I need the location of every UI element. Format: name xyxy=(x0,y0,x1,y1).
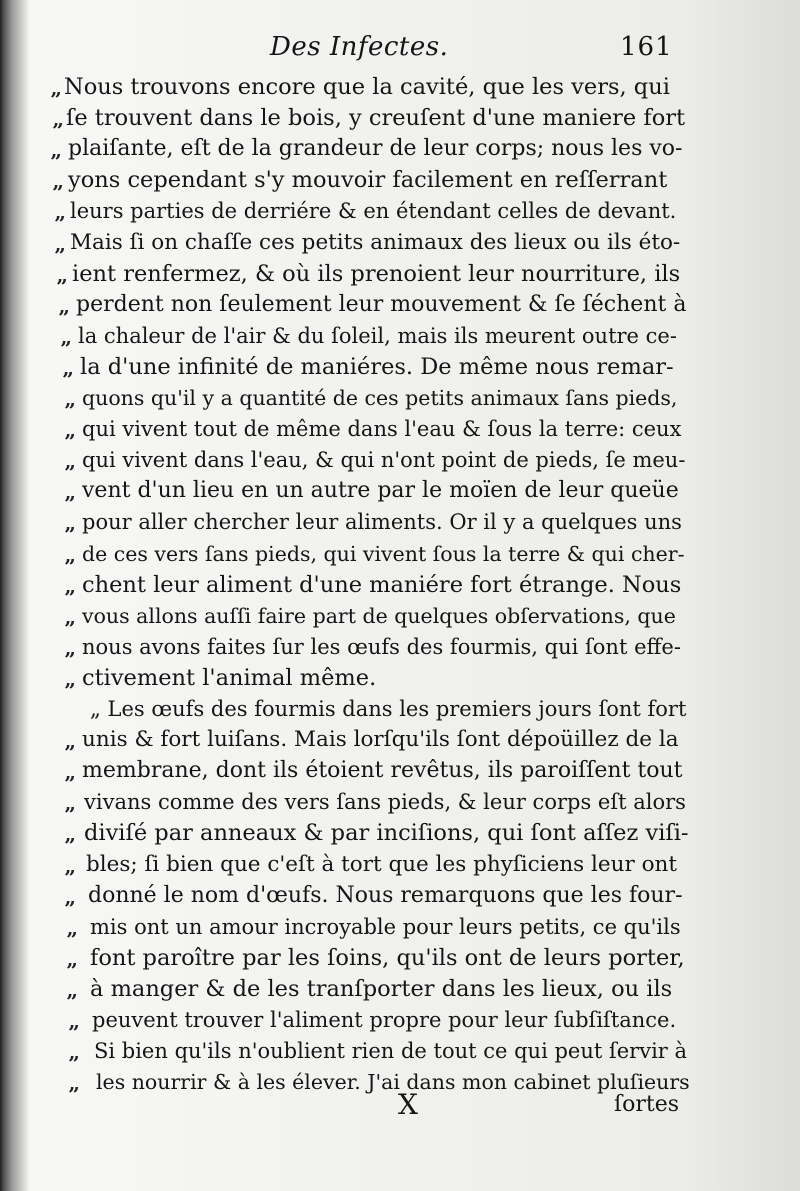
text-line xyxy=(0,974,800,1006)
quotation-mark: „ xyxy=(64,729,76,754)
quotation-mark: „ xyxy=(64,760,76,785)
text-line xyxy=(0,72,800,104)
text-line xyxy=(0,881,800,913)
quotation-mark: „ xyxy=(64,511,76,536)
line-text: bles; ſi bien que c'eſt à tort que les phyſiciens leur ont xyxy=(86,851,678,877)
quotation-mark: „ xyxy=(64,853,76,878)
quotation-mark: „ xyxy=(64,387,76,411)
line-text: unis & fort luiſans. Mais lorſqu'ils ſont dépoüillez de la xyxy=(82,727,679,753)
quotation-mark: „ xyxy=(64,542,76,567)
line-text: chent leur aliment d'une maniére fort étrange. Nous xyxy=(82,571,682,598)
text-line xyxy=(0,383,800,415)
line-text: qui vivent dans l'eau, & qui n'ont point de pieds, ſe meu- xyxy=(82,448,686,473)
quotation-mark: „ xyxy=(52,169,64,194)
text-line xyxy=(0,694,800,726)
line-text: pour aller chercher leur aliments. Or il y a quelques uns xyxy=(82,510,682,535)
text-line xyxy=(0,943,800,975)
line-text: vous allons auſſi faire part de quelques obſervations, que xyxy=(82,603,676,628)
quotation-mark: „ xyxy=(68,1009,80,1033)
quotation-mark: „ xyxy=(64,635,76,660)
quotation-mark: „ xyxy=(54,231,66,256)
line-text: perdent non ſeulement leur mouvement & ſe ſéchent à xyxy=(76,291,687,317)
line-text: ctivement l'animal même. xyxy=(82,664,377,691)
line-text: membrane, dont ils étoient revêtus, ils paroiſſent tout xyxy=(82,758,683,784)
text-line xyxy=(0,632,800,664)
text-line xyxy=(0,321,800,353)
text-line xyxy=(0,196,800,228)
quotation-mark: „ xyxy=(50,138,62,163)
quotation-mark: „ xyxy=(64,573,76,598)
quotation-mark: „ xyxy=(64,480,76,505)
quotation-mark: „ xyxy=(64,604,76,629)
line-text: Nous trouvons encore que la cavité, que les vers, qui xyxy=(64,74,670,100)
text-line xyxy=(0,290,800,322)
text-line xyxy=(0,476,800,508)
line-text: la d'une infinité de maniéres. De même nous remar- xyxy=(80,353,674,380)
line-text: donné le nom d'œufs. Nous remarquons que les four- xyxy=(88,882,683,908)
text-line xyxy=(0,507,800,539)
text-line xyxy=(0,134,800,166)
line-text: de ces vers ſans pieds, qui vivent ſous la terre & qui cher- xyxy=(82,541,685,566)
line-text: mis ont un amour incroyable pour leurs petits, ce qu'ils xyxy=(90,914,681,939)
line-text: Si bien qu'ils n'oublient rien de tout ce qui peut ſervir à xyxy=(94,1039,688,1064)
line-text: „ Les œufs des fourmis dans les premiers jours ſont fort xyxy=(90,697,687,721)
line-text: peuvent trouver l'aliment propre pour leur ſubſiſtance. xyxy=(92,1008,677,1032)
text-line xyxy=(0,912,800,944)
text-line xyxy=(0,725,800,757)
text-line xyxy=(0,352,800,384)
quotation-mark: „ xyxy=(64,449,76,474)
quotation-mark: „ xyxy=(52,107,64,132)
quotation-mark: „ xyxy=(62,355,74,380)
line-text: nous avons faites ſur les œufs des fourmis, qui ſont effe- xyxy=(82,634,681,659)
text-line xyxy=(0,103,800,135)
line-text: ient renfermez, & où ils prenoient leur nourriture, ils xyxy=(72,260,681,287)
line-text: vent d'un lieu en un autre par le moïen de leur queüe xyxy=(82,478,679,504)
text-line xyxy=(0,663,800,695)
catchword: ſortes xyxy=(614,1092,680,1117)
quotation-mark: „ xyxy=(68,1040,80,1065)
quotation-mark: „ xyxy=(64,884,76,909)
line-text: la chaleur de l'air & du ſoleil, mais ils meurent outre ce- xyxy=(78,323,677,348)
quotation-mark: „ xyxy=(56,262,68,287)
text-line xyxy=(0,539,800,571)
line-text: Mais ſi on chaſſe ces petits animaux des lieux ou ils éto- xyxy=(70,229,681,255)
text-line xyxy=(0,850,800,882)
line-text: ſe trouvent dans le bois, y creuſent d'une maniere fort xyxy=(66,105,686,132)
quotation-mark: „ xyxy=(54,200,66,225)
text-line xyxy=(0,414,800,446)
text-line xyxy=(0,570,800,602)
line-text: yons cependant s'y mouvoir facilement en reſſerrant xyxy=(68,167,668,194)
quotation-mark: „ xyxy=(64,666,76,691)
line-text: à manger & de les tranſporter dans les lieux, ou ils xyxy=(90,975,673,1002)
quotation-mark: „ xyxy=(58,293,70,318)
line-text: leurs parties de derriére & en étendant celles de devant. xyxy=(70,199,677,224)
text-line xyxy=(0,165,800,197)
text-line xyxy=(0,259,800,291)
quotation-mark: „ xyxy=(50,76,62,100)
quotation-mark: „ xyxy=(64,418,76,443)
page-number: 161 xyxy=(620,32,673,62)
line-text: qui vivent tout de même dans l'eau & ſous la terre: ceux xyxy=(82,417,682,442)
line-text: diviſé par anneaux & par inciſions, qui ſont aſſez viſi- xyxy=(84,820,689,847)
page-header xyxy=(0,30,800,70)
quotation-mark: „ xyxy=(60,324,72,349)
text-line xyxy=(0,228,800,260)
text-line xyxy=(0,445,800,477)
quotation-mark: „ xyxy=(66,977,78,1002)
quotation-mark: „ xyxy=(64,822,76,847)
text-line xyxy=(0,601,800,633)
text-line xyxy=(0,756,800,788)
text-line xyxy=(0,1036,800,1068)
text-line xyxy=(0,1005,800,1037)
running-title: Des Infectes. xyxy=(270,32,449,62)
signature-mark: X xyxy=(398,1088,418,1121)
line-text: vivans comme des vers ſans pieds, & leur corps eſt alors xyxy=(84,790,686,815)
quotation-mark: „ xyxy=(66,915,78,940)
page-footer xyxy=(0,1088,800,1128)
text-line xyxy=(0,787,800,819)
line-text: font paroître par les ſoins, qu'ils ont de leurs porter, xyxy=(90,944,685,971)
line-text: les nourrir & à les élever. J'ai dans mon cabinet pluſieurs xyxy=(96,1070,690,1095)
quotation-mark: „ xyxy=(64,791,76,816)
quotation-mark: „ xyxy=(68,1071,80,1096)
line-text: quons qu'il y a quantité de ces petits animaux ſans pieds, xyxy=(82,386,678,410)
quotation-mark: „ xyxy=(66,946,78,971)
text-line xyxy=(0,818,800,850)
line-text: plaiſante, eſt de la grandeur de leur corps; nous les vo- xyxy=(68,136,683,162)
